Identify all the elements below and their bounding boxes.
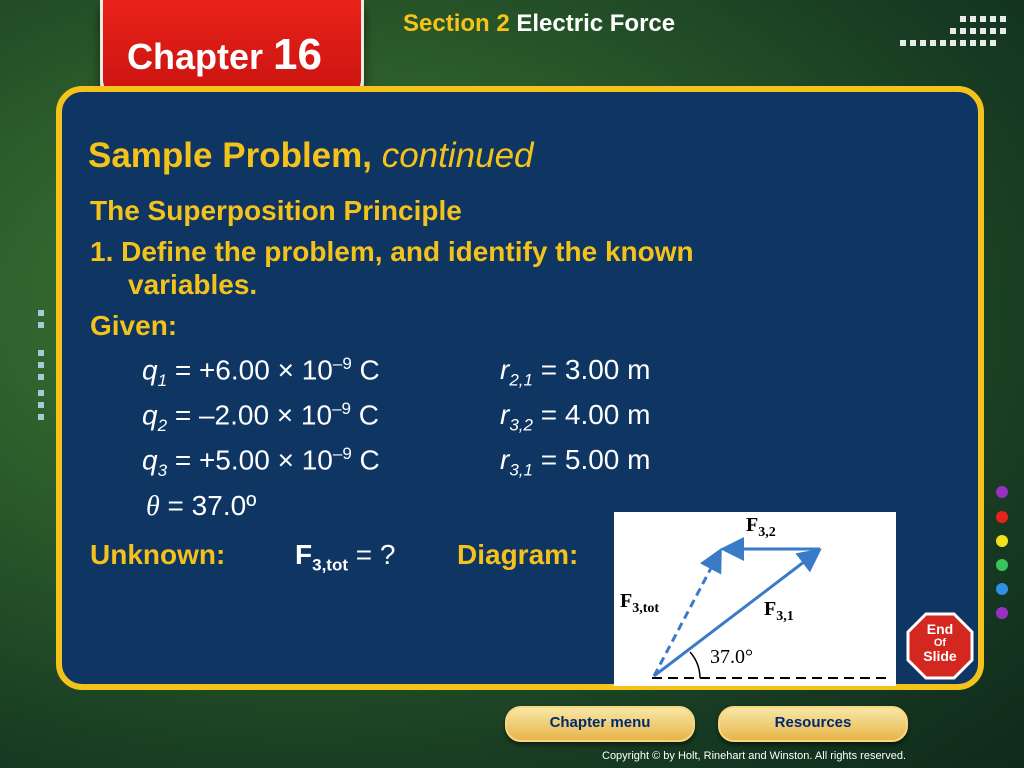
angle-label: 37.0°	[710, 646, 753, 668]
section-title	[403, 10, 675, 38]
decorative-dot-grid	[900, 14, 1010, 54]
slide-title-text: Sample Problem,	[88, 136, 372, 175]
chapter-label	[127, 30, 322, 80]
chapter-word: Chapter	[127, 36, 264, 77]
resources-button[interactable]: Resources	[718, 706, 908, 742]
unknown-label: Unknown:	[90, 539, 226, 570]
angle-arc	[690, 652, 700, 678]
given-q3: $q_3 = +5.00 \times 10^{-9}$ C	[142, 444, 380, 480]
copyright-text: Copyright © by Holt, Rinehart and Winston. All rights reserved.	[602, 750, 907, 762]
given-r32: $r_{3,2} = 4.00$ m	[500, 399, 651, 435]
chapter-number: 16	[273, 30, 322, 79]
end-of-slide-text: End Of Slide	[923, 621, 957, 664]
nav-dot	[996, 559, 1008, 571]
section-topic: Electric Force	[516, 10, 676, 37]
given-r31: $r_{3,1} = 5.00$ m	[500, 444, 651, 480]
end-of-slide-button[interactable]	[906, 612, 974, 680]
slide-title	[88, 136, 534, 176]
nav-dot	[996, 535, 1008, 547]
f32-label: $F_{3,2}$	[746, 514, 776, 540]
step-line-1: 1. Define the problem, and identify the known	[90, 236, 694, 267]
chapter-menu-button[interactable]: Chapter menu	[505, 706, 695, 742]
given-label: Given:	[90, 310, 178, 341]
f3tot-label: $F_{3,tot}$	[620, 590, 660, 616]
given-q1: $q_1 = +6.00 \times 10^{-9}$ C	[142, 354, 380, 390]
f31-label: $F_{3,1}$	[764, 598, 794, 624]
unknown-value: $F_{3,tot}$ = ?	[295, 539, 396, 575]
decorative-side-dots	[34, 310, 48, 430]
force-diagram	[614, 512, 896, 686]
given-r21: $r_{2,1} = 3.00$ m	[500, 354, 651, 390]
section-number: Section 2	[403, 10, 510, 37]
slide-title-continued: continued	[381, 136, 534, 175]
subtitle: The Superposition Principle	[90, 195, 462, 226]
given-q2: $q_2 = -2.00 \times 10^{-9}$ C	[142, 399, 380, 435]
nav-dot	[996, 607, 1008, 619]
step-line-2: variables.	[128, 269, 258, 300]
diagram-label: Diagram:	[457, 539, 579, 570]
given-theta: θ = 37.0º	[146, 490, 257, 522]
nav-dot	[996, 486, 1008, 498]
nav-dot	[996, 511, 1008, 523]
nav-dot	[996, 583, 1008, 595]
